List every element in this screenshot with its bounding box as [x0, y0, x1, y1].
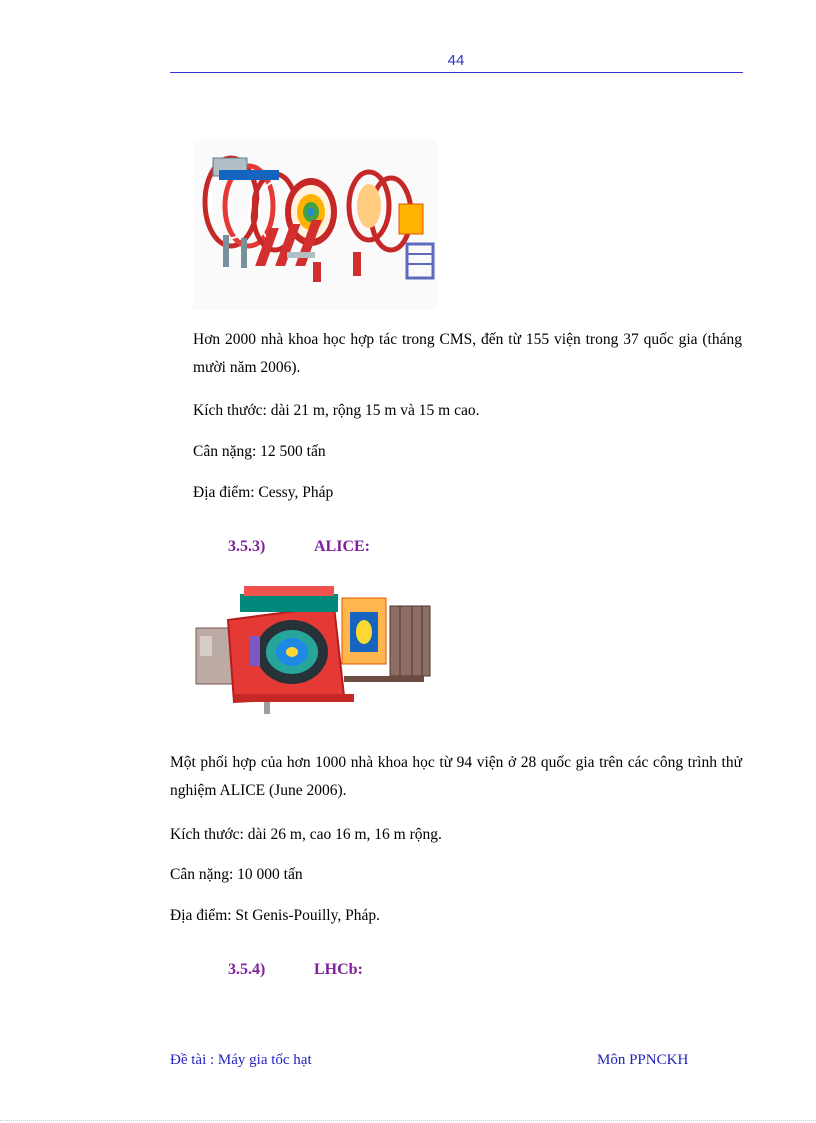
alice-location-text: Địa điểm: St Genis-Pouilly, Pháp.	[170, 907, 380, 924]
alice-collaboration-paragraph: Một phối hợp của hơn 1000 nhà khoa học từ 94 viện ở 28 quốc gia trên các công trình thử nghiệm ALICE (June 2006).	[170, 754, 742, 799]
footer-topic: Đề tài : Máy gia tốc hạt	[170, 1052, 312, 1068]
cms-collaboration-paragraph: Hơn 2000 nhà khoa học hợp tác trong CMS, đến từ 155 viện trong 37 quốc gia (tháng mười năm 2006).	[193, 331, 742, 376]
alice-section-title: ALICE:	[314, 538, 371, 555]
cms-size-text: Kích thước: dài 21 m, rộng 15 m và 15 m cao.	[193, 402, 480, 419]
cms-weight-text: Cân nặng: 12 500 tấn	[193, 443, 326, 460]
alice-weight-text: Cân nặng: 10 000 tấn	[170, 866, 303, 883]
lhcb-section-title: LHCb:	[314, 961, 363, 978]
lhcb-section-number: 3.5.4)	[228, 961, 266, 978]
cms-location-text: Địa điểm: Cessy, Pháp	[193, 484, 334, 501]
cms-detector-image	[193, 140, 437, 310]
alice-section-number: 3.5.3)	[228, 538, 266, 555]
alice-detector-image	[194, 576, 436, 716]
footer-course: Môn PPNCKH	[597, 1052, 689, 1068]
page-bottom-divider	[0, 1120, 816, 1121]
alice-size-text: Kích thước: dài 26 m, cao 16 m, 16 m rộng.	[170, 826, 442, 843]
page-number: 44	[447, 52, 465, 69]
header-rule	[170, 72, 743, 73]
